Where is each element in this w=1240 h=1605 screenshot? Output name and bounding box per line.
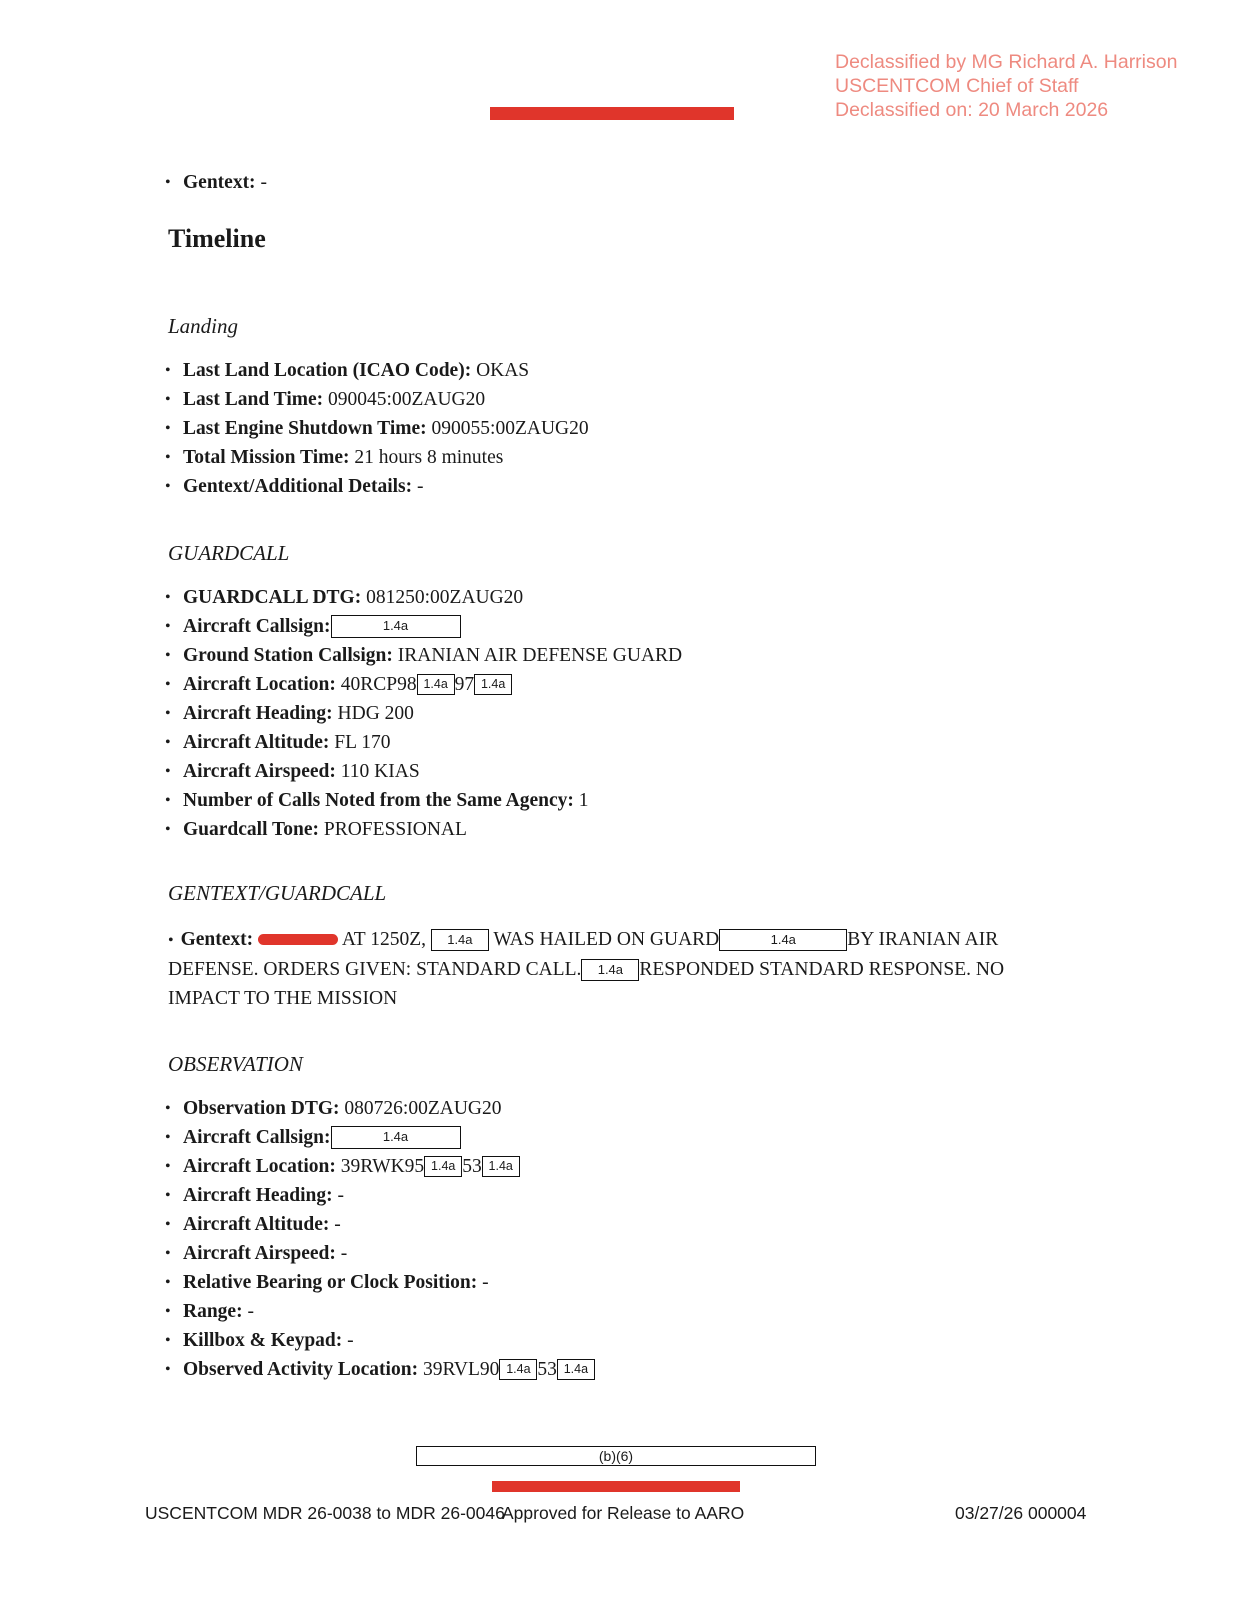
list-item: • Aircraft Callsign: 1.4a: [165, 612, 682, 641]
list-item: • GUARDCALL DTG: 081250:00ZAUG20: [165, 583, 682, 612]
observation-list: [165, 1094, 595, 1384]
redaction-box: 1.4a: [331, 1126, 461, 1149]
redaction-box: 1.4a: [331, 615, 461, 638]
redaction-box: 1.4a: [417, 674, 455, 695]
list-item: • Last Engine Shutdown Time: 090055:00ZAUG20: [165, 414, 589, 443]
list-item: • Range: -: [165, 1297, 595, 1326]
section-heading-observation: OBSERVATION: [168, 1052, 303, 1076]
list-item: • Last Land Time: 090045:00ZAUG20: [165, 385, 589, 414]
list-item: • Observed Activity Location: 39RVL90 1.4a 53 1.4a: [165, 1355, 595, 1384]
list-item: • Aircraft Heading: -: [165, 1181, 595, 1210]
list-item: • Gentext: -: [165, 168, 267, 197]
list-item: • Aircraft Heading: HDG 200: [165, 699, 682, 728]
redaction-box: 1.4a: [474, 674, 512, 695]
stamp-line-3: Declassified on: 20 March 2026: [835, 99, 1109, 121]
list-item: • Aircraft Altitude: -: [165, 1210, 595, 1239]
footer-redaction-box: (b)(6): [416, 1446, 816, 1466]
redaction-box: 1.4a: [482, 1156, 520, 1177]
list-item: • Relative Bearing or Clock Position: -: [165, 1268, 595, 1297]
list-item: • Gentext/Additional Details: -: [165, 472, 589, 501]
section-heading-guardcall: GUARDCALL: [168, 541, 290, 565]
section-heading-landing: Landing: [168, 314, 239, 338]
landing-list: [165, 356, 589, 501]
gentext-paragraph: • Gentext: AT 1250Z, 1.4a WAS HAILED ON GUARD 1.4a BY IRANIAN AIR DEFENSE. ORDERS GIVEN: STANDARD CALL. 1.4a RESPONDED STANDARD RESPONSE. NO IMPACT TO THE MISSION: [168, 925, 1068, 1013]
classification-redaction-top: [490, 107, 734, 120]
top-gentext-list: [165, 168, 267, 197]
classification-scribble: [258, 934, 338, 945]
list-item: • Observation DTG: 080726:00ZAUG20: [165, 1094, 595, 1123]
redaction-box: 1.4a: [581, 959, 639, 981]
footer-release-note: Approved for Release to AARO: [502, 1503, 745, 1523]
guardcall-list: [165, 583, 682, 844]
redaction-box: 1.4a: [719, 929, 847, 951]
list-item: • Last Land Location (ICAO Code): OKAS: [165, 356, 589, 385]
page-title: Timeline: [168, 224, 266, 253]
list-item: • Guardcall Tone: PROFESSIONAL: [165, 815, 682, 844]
redaction-box: 1.4a: [557, 1359, 595, 1380]
stamp-line-2: USCENTCOM Chief of Staff: [835, 75, 1079, 97]
list-item: • Total Mission Time: 21 hours 8 minutes: [165, 443, 589, 472]
list-item: • Aircraft Altitude: FL 170: [165, 728, 682, 757]
list-item: • Aircraft Location: 39RWK95 1.4a 53 1.4a: [165, 1152, 595, 1181]
list-item: • Ground Station Callsign: IRANIAN AIR DEFENSE GUARD: [165, 641, 682, 670]
classification-redaction-bottom: [492, 1481, 740, 1492]
footer-date-page: 03/27/26 000004: [955, 1503, 1087, 1523]
redaction-box: 1.4a: [499, 1359, 537, 1380]
list-item: • Killbox & Keypad: -: [165, 1326, 595, 1355]
redaction-box: 1.4a: [424, 1156, 462, 1177]
redaction-box: 1.4a: [431, 929, 489, 951]
declassification-stamp: [835, 50, 1177, 122]
stamp-line-1: Declassified by MG Richard A. Harrison: [835, 51, 1178, 73]
list-item: • Aircraft Callsign: 1.4a: [165, 1123, 595, 1152]
list-item: • Aircraft Location: 40RCP98 1.4a 97 1.4a: [165, 670, 682, 699]
footer-mdr-reference: USCENTCOM MDR 26-0038 to MDR 26-0046: [145, 1503, 505, 1523]
list-item: • Number of Calls Noted from the Same Agency: 1: [165, 786, 682, 815]
section-heading-gentext-guardcall: GENTEXT/GUARDCALL: [168, 881, 387, 905]
list-item: • Aircraft Airspeed: 110 KIAS: [165, 757, 682, 786]
list-item: • Aircraft Airspeed: -: [165, 1239, 595, 1268]
